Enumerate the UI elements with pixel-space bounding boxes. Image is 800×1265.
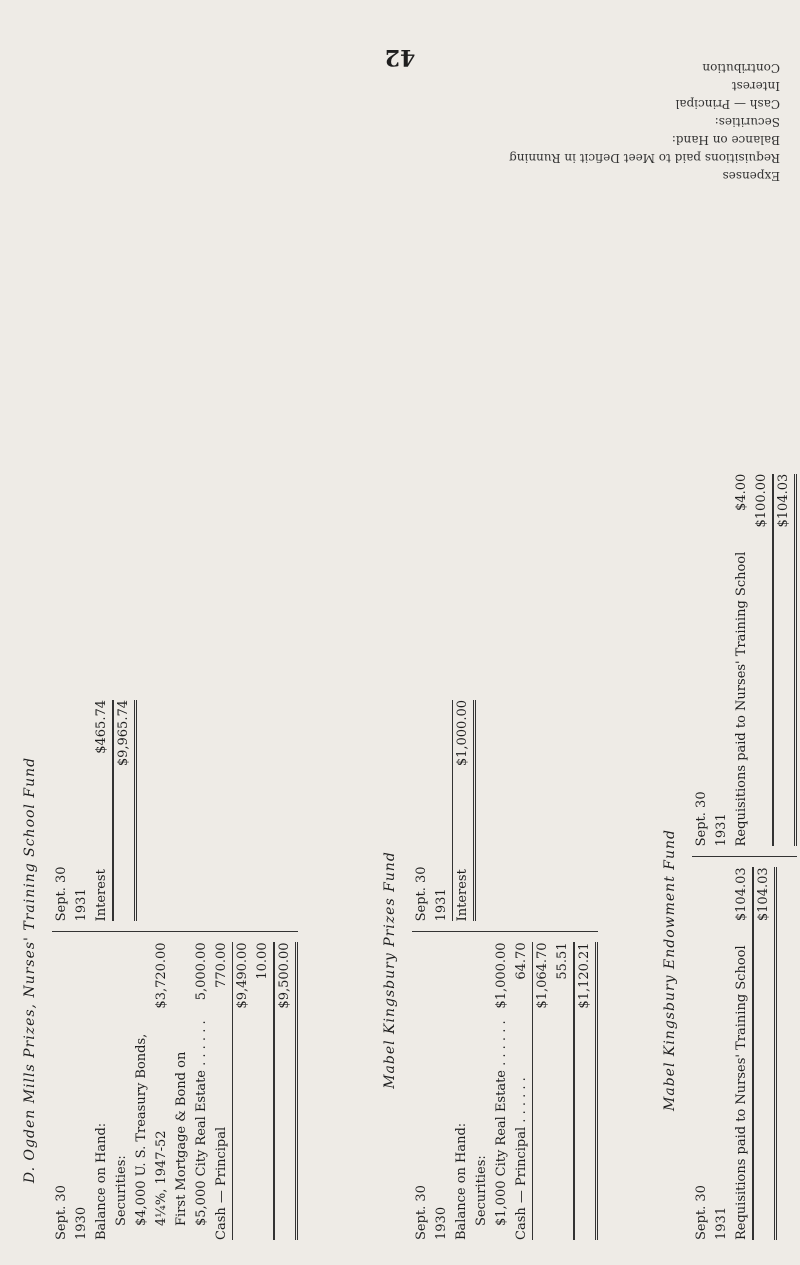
line-amount: 770.00 (214, 942, 229, 988)
date-label: Sept. 30 (414, 866, 429, 922)
statement-kingsbury-endowment (660, 473, 797, 1250)
line-amount: 5,000.00 (194, 942, 209, 1001)
statement-title: Mabel Kingsbury Prizes Fund (382, 851, 398, 1089)
label-balance-on-hand: Balance on Hand: (671, 133, 780, 147)
year-label: 1931 (434, 888, 449, 922)
year-label: 1931 (74, 888, 89, 922)
label-cash-principal: Cash — Principal (675, 97, 780, 111)
line-label: Requisitions paid to Nurses' Training School (734, 945, 749, 1240)
statement-ogden-mills (20, 690, 298, 1250)
misc-labels (420, 59, 780, 185)
date-label: Sept. 30 (54, 866, 69, 922)
date-label: Sept. 30 (414, 1185, 429, 1240)
line-amount: $465.74 (94, 700, 109, 754)
date-label: Sept. 30 (54, 1185, 69, 1240)
line-label: 4¼%, 1947-52 (154, 1130, 169, 1226)
statement-left-column (412, 931, 598, 1250)
label-interest: Interest (731, 79, 780, 93)
line-label: First Mortgage & Bond on (174, 1051, 189, 1226)
line-amount: $1,064.70 (535, 942, 550, 1009)
year-label: 1931 (714, 1206, 729, 1240)
line-label: Balance on Hand: (454, 1122, 469, 1240)
total-amount: $1,000.00 (455, 700, 470, 767)
page-number: 42 (384, 44, 416, 70)
line-amount: $9,490.00 (235, 942, 250, 1009)
line-amount: $104.03 (734, 867, 749, 922)
statement-right-column (692, 464, 797, 857)
label-contribution: Contribution (702, 61, 780, 75)
line-label: Securities: (114, 1155, 129, 1226)
line-label: $1,000 City Real Estate . . . . . . (494, 1020, 509, 1226)
line-label: Interest (455, 869, 470, 922)
line-amount: $4.00 (734, 473, 749, 511)
total-amount: $9,500.00 (277, 942, 292, 1009)
date-label: Sept. 30 (694, 791, 709, 847)
statement-left-column (692, 856, 797, 1250)
statement-kingsbury-prizes (380, 690, 598, 1250)
total-amount: $104.03 (776, 473, 791, 528)
line-label: $4,000 U. S. Treasury Bonds, (134, 1033, 149, 1226)
line-label: Cash — Principal . . . . . . (514, 1077, 529, 1240)
statement-left-column (52, 931, 298, 1250)
total-amount: $9,965.74 (116, 700, 131, 767)
statement-right-column (52, 690, 298, 931)
total-amount: $1,120.21 (577, 942, 592, 1009)
line-amount: 64.70 (514, 942, 529, 980)
line-label: Requisitions paid to Nurses' Training School (734, 551, 749, 847)
line-amount: $1,000.00 (494, 942, 509, 1009)
label-expenses: Expenses (722, 169, 780, 183)
line-amount: 55.51 (555, 942, 570, 980)
line-label: Cash — Principal (214, 1126, 229, 1240)
line-label: Securities: (474, 1155, 489, 1226)
year-label: 1930 (74, 1206, 89, 1240)
statement-title: D. Ogden Mills Prizes, Nurses' Training School Fund (22, 756, 38, 1184)
line-amount: 10.00 (255, 942, 270, 980)
year-label: 1930 (434, 1206, 449, 1240)
statement-right-column (412, 690, 598, 931)
total-amount: $104.03 (756, 867, 771, 922)
line-label: Balance on Hand: (94, 1122, 109, 1240)
line-label: Interest (94, 869, 109, 922)
label-securities: Securities: (714, 115, 780, 129)
statement-title: Mabel Kingsbury Endowment Fund (662, 829, 678, 1111)
year-label: 1931 (714, 813, 729, 847)
label-requisitions-deficit: Requisitions paid to Meet Deficit in Running (509, 151, 780, 165)
line-amount: $3,720.00 (154, 942, 169, 1009)
line-label: $5,000 City Real Estate . . . . . . (194, 1020, 209, 1226)
date-label: Sept. 30 (694, 1185, 709, 1240)
line-amount: $100.00 (754, 473, 769, 528)
